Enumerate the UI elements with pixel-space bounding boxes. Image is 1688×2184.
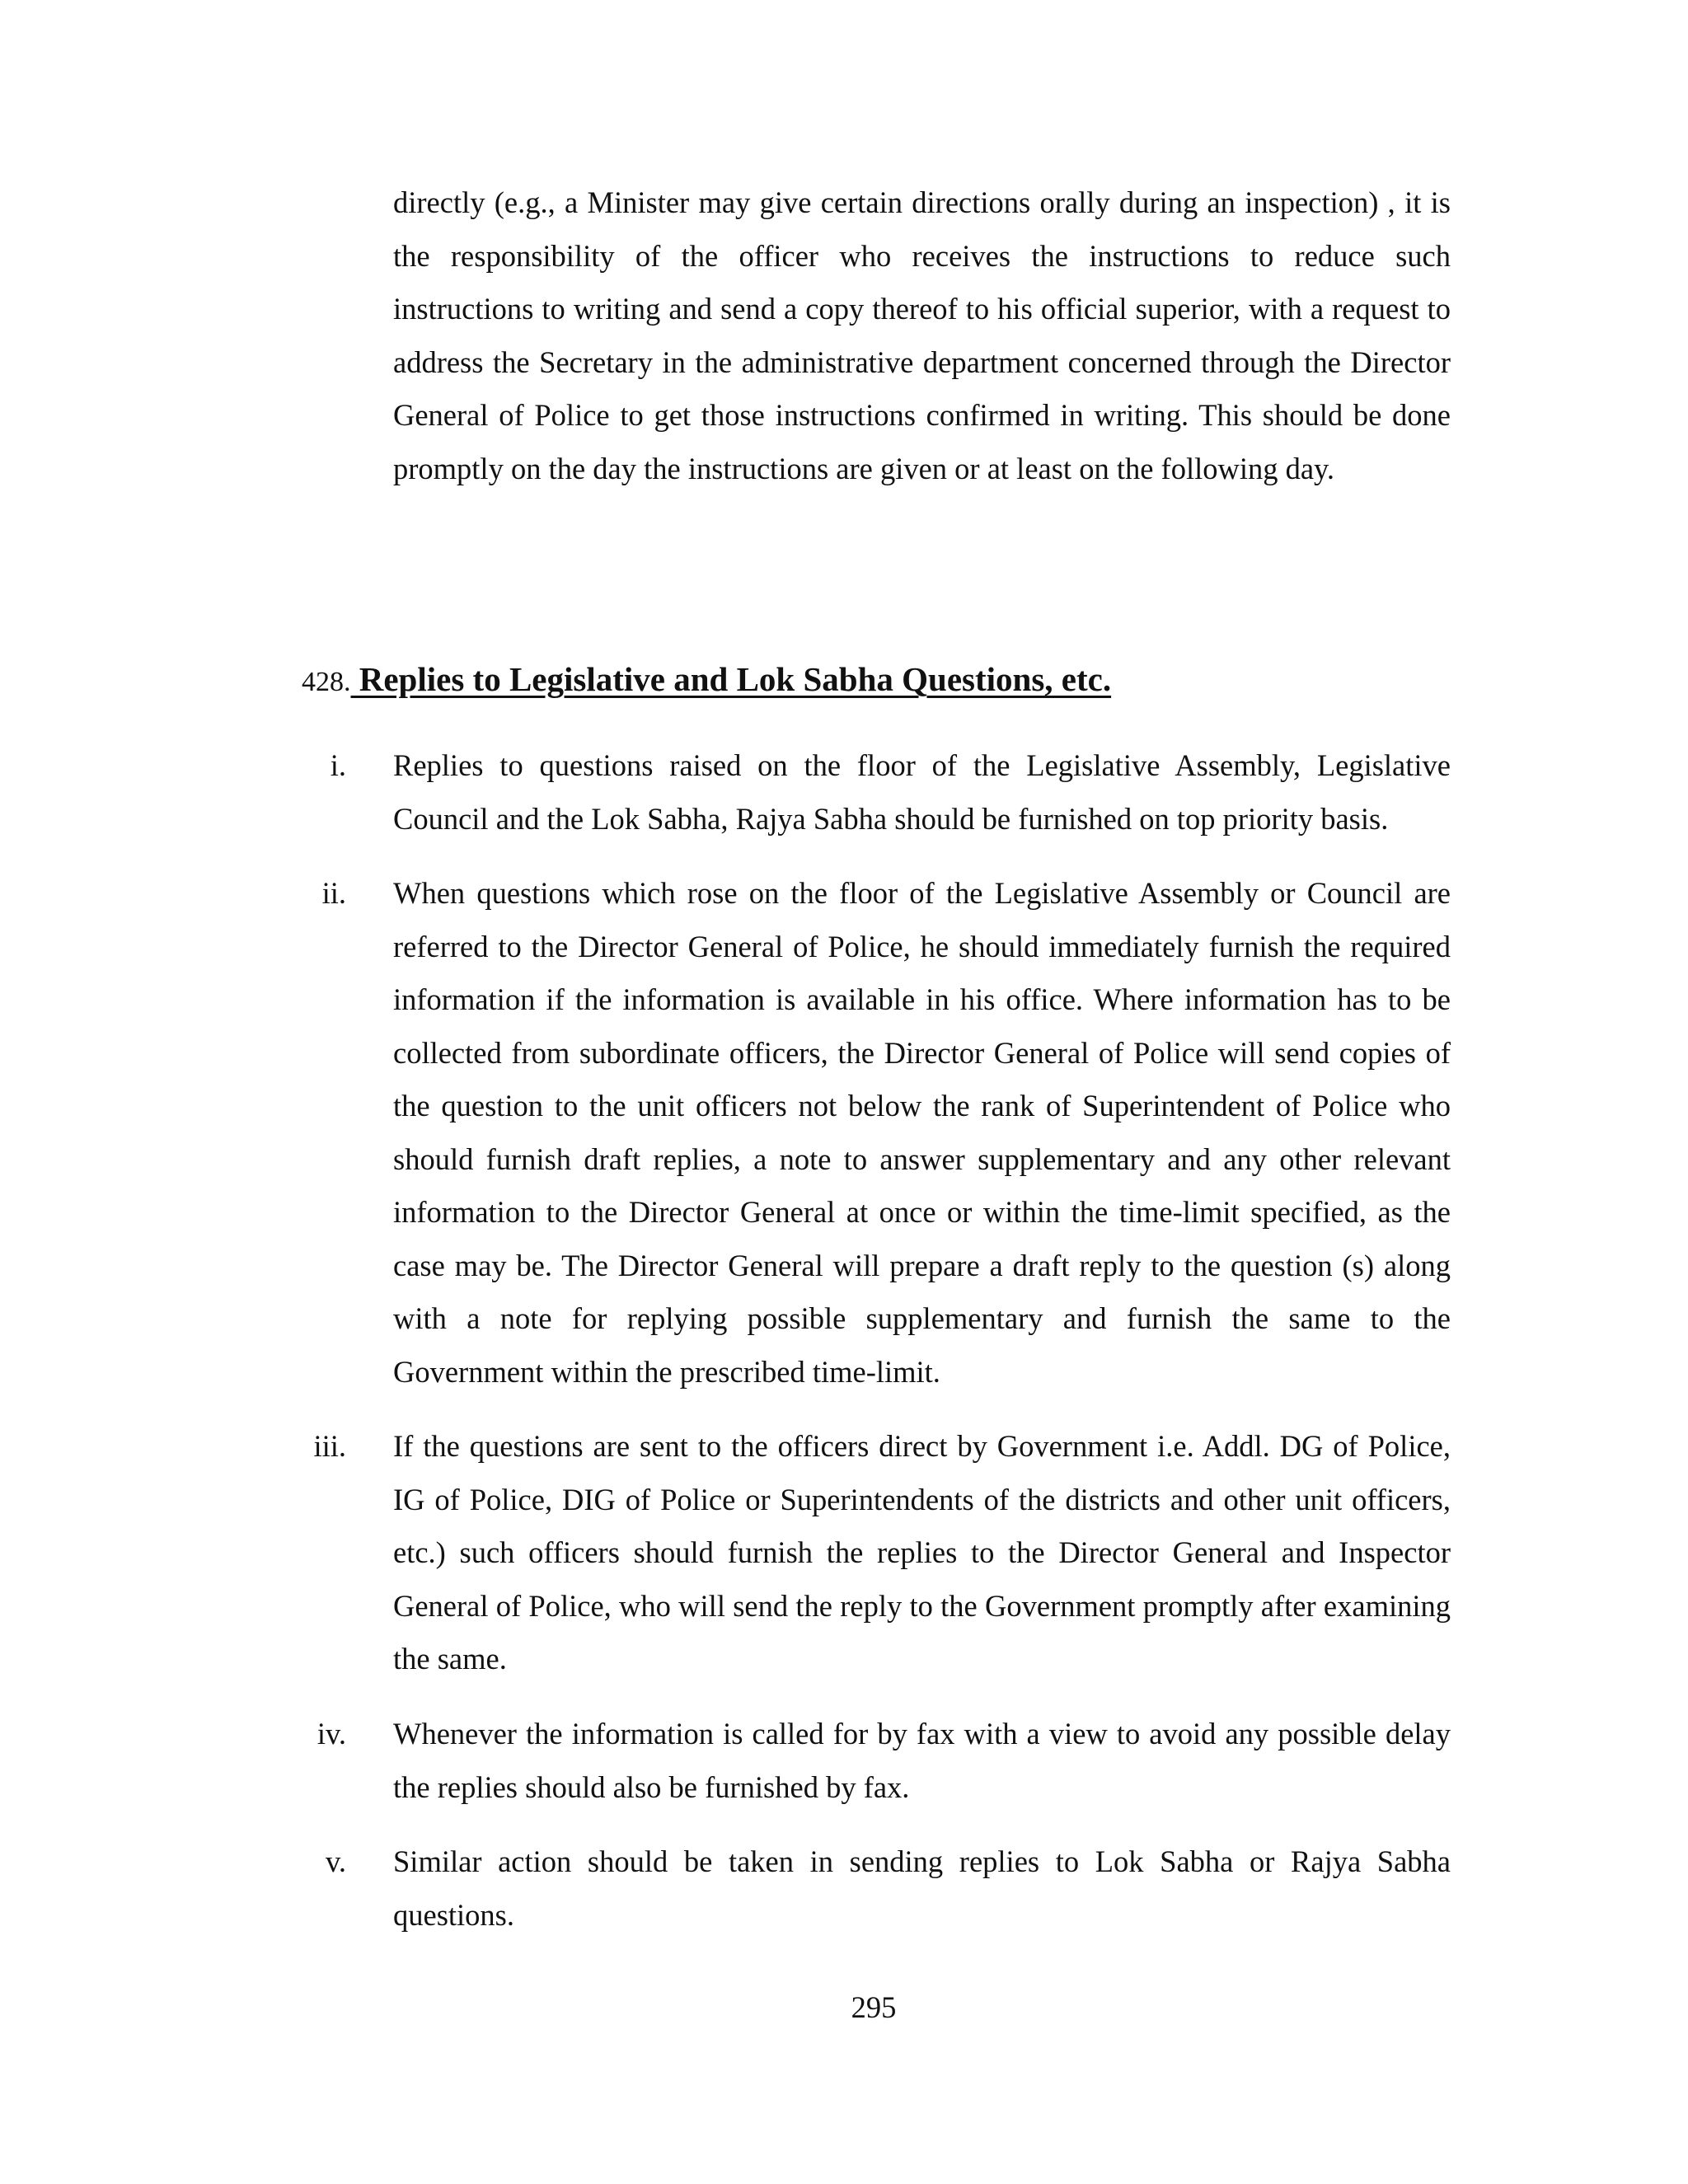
list-item-text: Similar action should be taken in sending replies to Lok Sabha or Rajya Sabha questions. — [393, 1844, 1451, 1932]
section-title: Replies to Legislative and Lok Sabha Questions, etc. — [350, 660, 1112, 698]
section-number: 428. — [302, 667, 351, 697]
list-item-text: If the questions are sent to the officers direct by Government i.e. Addl. DG of Police, IG of Police, DIG of Police or Superintendents of the districts and other unit officers, etc.) such officers should furnish the replies to the Director General and Inspector General of Police, who will send the reply to the Government promptly after examining the same. — [393, 1429, 1451, 1675]
list-item-text: When questions which rose on the floor of the Legislative Assembly or Council are referred to the Director General of Police, he should immediately furnish the required information if the information is available in his office. Where information has to be collected from subordinate officers, the Director General of Police will send copies of the question to the unit officers not below the rank of Superintendent of Police who should furnish draft replies, a note to answer supplementary and any other relevant information to the Director General at once or within the time-limit specified, as the case may be. The Director General will prepare a draft reply to the question (s) along with a note for replying possible supplementary and furnish the same to the Government within the prescribed time-limit. — [393, 876, 1451, 1389]
list-item-marker: v. — [325, 1844, 346, 1878]
list-item-text: Whenever the information is called for by fax with a view to avoid any possible delay the replies should also be furnished by fax. — [393, 1717, 1451, 1804]
list-item-marker: ii. — [321, 876, 346, 910]
intro-paragraph: directly (e.g., a Minister may give certain directions orally during an inspection) , it is the responsibility of the officer who receives the instructions to reduce such instructions to writing and send a copy thereof to his official superior, with a request to address the Secretary in the administrative department concerned through the Director General of Police to get those instructions confirmed in writing. This should be done promptly on the day the instructions are given or at least on the following day. — [393, 185, 1451, 485]
page-number: 295 — [851, 1990, 897, 2024]
list-item-text: Replies to questions raised on the floor of the Legislative Assembly, Legislative Council and the Lok Sabha, Rajya Sabha should be furnished on top priority basis. — [393, 748, 1451, 836]
list-item-marker: iii. — [313, 1429, 346, 1463]
section-heading — [302, 659, 1456, 712]
list-item-marker: i. — [330, 748, 346, 782]
list-item-marker: iv. — [316, 1717, 346, 1750]
